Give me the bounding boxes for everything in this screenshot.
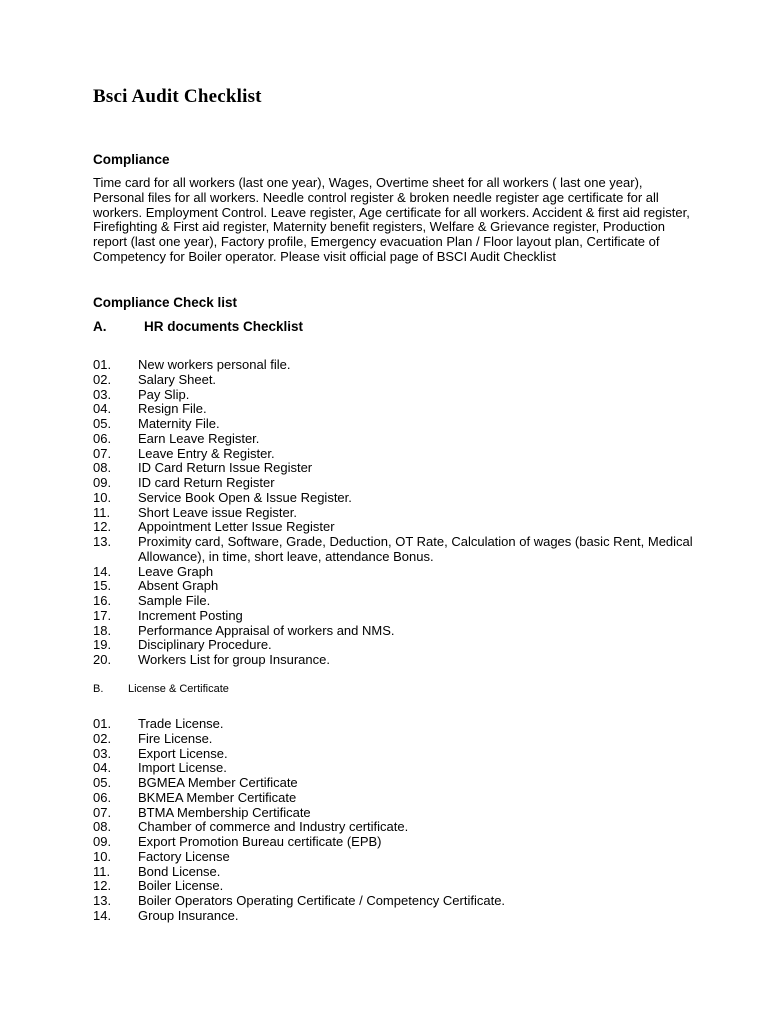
list-item: [93, 653, 693, 668]
list-item-number: 03.: [93, 745, 112, 761]
section-a-title: HR documents Checklist: [144, 319, 304, 334]
list-item-text: Short Leave issue Register.: [138, 504, 297, 520]
list-item: [93, 806, 693, 821]
list-item-text: Trade License.: [138, 716, 224, 731]
list-item-number: 09.: [93, 834, 112, 849]
list-item-number: 11.: [93, 863, 111, 879]
list-item-text: Maternity File.: [138, 416, 220, 431]
list-item: [93, 358, 693, 373]
list-item: [93, 388, 693, 403]
list-item: [93, 461, 693, 476]
list-item-text: Boiler License.: [138, 878, 224, 894]
section-a-letter: A.: [93, 319, 107, 334]
list-item-text: Disciplinary Procedure.: [138, 637, 272, 653]
license-certificate-list: [93, 717, 693, 924]
list-item-text: Pay Slip.: [138, 386, 190, 402]
list-item-text: Boiler Operators Operating Certificate / Competency Certificate.: [138, 893, 506, 908]
list-item-number: 01.: [93, 716, 112, 731]
list-item-number: 19.: [93, 637, 112, 653]
list-item-number: 06.: [93, 430, 112, 446]
list-item: [93, 820, 693, 835]
list-item: [93, 609, 693, 624]
list-item-text: Salary Sheet.: [138, 371, 217, 387]
list-item: [93, 491, 693, 506]
list-item-text: Leave Entry & Register.: [138, 445, 275, 461]
list-item-text: Performance Appraisal of workers and NMS.: [138, 622, 395, 638]
list-item: [93, 520, 693, 535]
section-b-letter: B.: [93, 683, 104, 695]
list-item: [93, 447, 693, 462]
list-item-text: Export Promotion Bureau certificate (EPB): [138, 834, 382, 849]
list-item-text: Resign File.: [138, 401, 207, 417]
list-item-number: 02.: [93, 730, 112, 746]
list-item-number: 09.: [93, 475, 112, 490]
list-item-text: Chamber of commerce and Industry certificate.: [138, 819, 409, 835]
list-item-number: 07.: [93, 804, 112, 820]
list-item-number: 05.: [93, 775, 112, 790]
list-item: [93, 402, 693, 417]
list-item-number: 11.: [93, 504, 111, 520]
checklist-heading: Compliance Check list: [93, 295, 238, 310]
list-item-number: 04.: [93, 760, 112, 776]
list-item: [93, 732, 693, 747]
list-item: [93, 506, 693, 521]
list-item-number: 12.: [93, 878, 112, 894]
list-item: [93, 565, 693, 580]
list-item: [93, 594, 693, 609]
list-item-number: 14.: [93, 563, 112, 579]
list-item-number: 17.: [93, 607, 112, 623]
list-item: [93, 373, 693, 388]
compliance-heading: Compliance: [93, 152, 170, 167]
list-item-text: Group Insurance.: [138, 907, 239, 923]
list-item-number: 10.: [93, 848, 112, 864]
list-item-text: Workers List for group Insurance.: [138, 652, 330, 667]
list-item-text: Proximity card, Software, Grade, Deduction, OT Rate, Calculation of wages (basic Rent, Medical Allowance), in time, short leave, attendance Bonus.: [138, 534, 693, 564]
document-title: Bsci Audit Checklist: [93, 86, 262, 107]
list-item-number: 10.: [93, 489, 112, 505]
list-item-number: 08.: [93, 819, 112, 835]
list-item-text: Factory License: [138, 848, 230, 864]
list-item: [93, 894, 693, 909]
list-item-text: ID card Return Register: [138, 475, 275, 490]
list-item-number: 15.: [93, 578, 112, 594]
list-item-number: 05.: [93, 416, 112, 431]
list-item-text: New workers personal file.: [138, 357, 291, 372]
list-item: [93, 879, 693, 894]
list-item: [93, 476, 693, 491]
list-item-text: Sample File.: [138, 593, 211, 608]
list-item: [93, 747, 693, 762]
list-item-text: Increment Posting: [138, 607, 243, 623]
hr-documents-list: [93, 358, 693, 668]
list-item-number: 01.: [93, 357, 112, 372]
list-item: [93, 850, 693, 865]
list-item-number: 08.: [93, 460, 112, 476]
list-item-text: Bond License.: [138, 863, 221, 879]
list-item-number: 07.: [93, 445, 112, 461]
list-item: [93, 624, 693, 639]
list-item: [93, 761, 693, 776]
list-item-text: Earn Leave Register.: [138, 430, 260, 446]
list-item-text: BTMA Membership Certificate: [138, 804, 311, 820]
list-item-text: Appointment Letter Issue Register: [138, 519, 335, 535]
list-item-number: 02.: [93, 371, 112, 387]
list-item-text: Import License.: [138, 760, 227, 776]
list-item-number: 16.: [93, 593, 112, 608]
list-item-number: 14.: [93, 907, 112, 923]
list-item-number: 04.: [93, 401, 112, 417]
list-item: [93, 909, 693, 924]
list-item-number: 20.: [93, 652, 112, 667]
list-item: [93, 717, 693, 732]
list-item-text: ID Card Return Issue Register: [138, 460, 313, 476]
list-item: [93, 638, 693, 653]
list-item: [93, 535, 693, 565]
list-item-text: Fire License.: [138, 730, 213, 746]
list-item: [93, 776, 693, 791]
compliance-paragraph: Time card for all workers (last one year), Wages, Overtime sheet for all workers ( last one year), Personal files for all workers. Needle control register & broken needle register age certificate for all workers. Employment Control. Leave register, Age certificate for all workers. Accident & first aid register, Firefighting & First aid register, Maternity benefit registers, Welfare & Grievance register, Production report (last one year), Factory profile, Emergency evacuation Plan / Floor layout plan, Certificate of Competency for Boiler operator. Please visit official page of BSCI Audit Checklist: [93, 175, 690, 264]
list-item: [93, 835, 693, 850]
list-item: [93, 432, 693, 447]
list-item-number: 13.: [93, 893, 112, 908]
list-item-text: Absent Graph: [138, 578, 219, 594]
list-item-text: Leave Graph: [138, 563, 214, 579]
list-item-text: BKMEA Member Certificate: [138, 789, 297, 805]
list-item-number: 18.: [93, 622, 112, 638]
list-item: [93, 579, 693, 594]
list-item: [93, 791, 693, 806]
list-item-text: Service Book Open & Issue Register.: [138, 489, 352, 505]
list-item-text: Export License.: [138, 745, 228, 761]
list-item-number: 03.: [93, 386, 112, 402]
list-item-number: 13.: [93, 534, 112, 549]
list-item: [93, 417, 693, 432]
list-item-text: BGMEA Member Certificate: [138, 775, 298, 790]
list-item-number: 12.: [93, 519, 112, 535]
list-item: [93, 865, 693, 880]
list-item-number: 06.: [93, 789, 112, 805]
section-b-title: License & Certificate: [128, 683, 229, 695]
